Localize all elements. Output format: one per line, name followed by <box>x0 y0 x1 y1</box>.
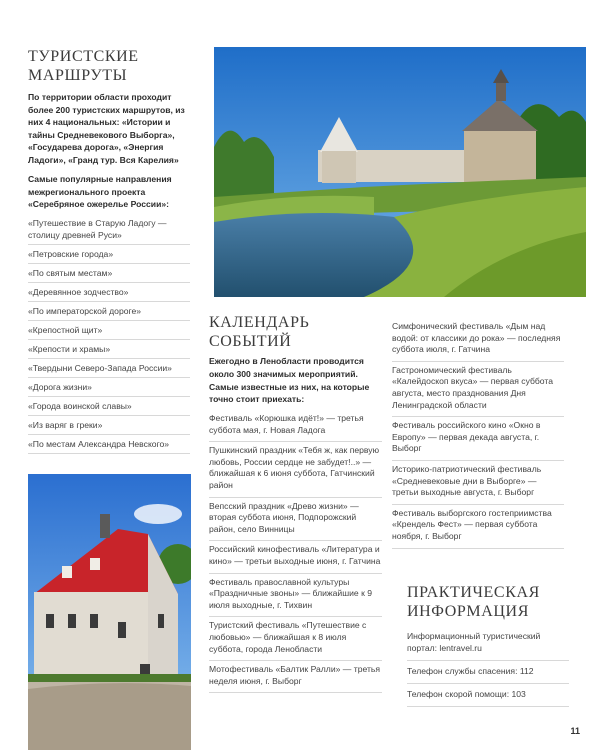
practical-info-row: Телефон скорой помощи: 103 <box>407 684 569 707</box>
event-item: Симфонический фестиваль «Дым над водой: от классики до рока» — последняя суббота июля, г. Гатчина <box>392 321 564 362</box>
routes-intro: По территории области проходит более 200 туристских маршрутов, из них 4 национальных: «Истории и тайны Средневекового Выборга», «Государева дорога», «Энергия Ладоги», «Гранд тур. Вся Карелия» <box>28 92 185 165</box>
events-heading: КАЛЕНДАРЬ СОБЫТИЙ <box>209 314 310 350</box>
events-intro: Ежегодно в Ленобласти проводится около 300 значимых мероприятий. Самые известные из них, на которые точно стоит приехать: <box>209 356 370 405</box>
route-item: «Твердыни Северо-Запада России» <box>28 359 190 378</box>
fortress-photo <box>214 47 586 297</box>
house-photo <box>28 474 191 750</box>
route-item: «Путешествие в Старую Ладогу — столицу древней Руси» <box>28 214 190 245</box>
events-left-list <box>209 413 382 693</box>
staraya-ladoga-fortress-image <box>214 47 586 297</box>
practical-info-row: Телефон службы спасения: 112 <box>407 661 569 684</box>
page-number: 11 <box>570 726 580 736</box>
event-item: Фестиваль «Корюшка идёт!» — третья суббота мая, г. Новая Ладога <box>209 413 382 442</box>
event-item: Историко-патриотический фестиваль «Средневековые дни в Выборге» — третьи выходные августа, г. Выборг <box>392 461 564 505</box>
event-item: Фестиваль российского кино «Окно в Европу» — первая декада августа, г. Выборг <box>392 417 564 461</box>
routes-subheading: Самые популярные направления межрегионального проекта «Серебряное ожерелье России»: <box>28 174 172 210</box>
route-item: «Дорога жизни» <box>28 378 190 397</box>
route-item: «По местам Александра Невского» <box>28 435 190 454</box>
event-item: Вепсский праздник «Древо жизни» — вторая суббота июня, Подпорожский район, село Винницы <box>209 498 382 542</box>
event-item: Фестиваль православной культуры «Праздничные звоны» — ближайшие к 9 июля выходные, г. Тихвин <box>209 574 382 618</box>
routes-heading: ТУРИСТСКИЕ МАРШРУТЫ <box>28 48 139 84</box>
event-item: Пушкинский праздник «Тебя ж, как первую любовь, России сердце не забудет!..» — ближайшая к 6 июня суббота, Гатчинский район <box>209 442 382 497</box>
event-item: Российский кинофестиваль «Литература и кино» — третьи выходные июня, г. Гатчина <box>209 541 382 573</box>
event-item: Фестиваль выборгского гостеприимства «Крендель Фест» — первая суббота ноября, г. Выборг <box>392 505 564 549</box>
event-item: Гастрономический фестиваль «Калейдоскоп вкуса» — первая суббота августа, место празднования Дня Ленинградской области <box>392 362 564 417</box>
practical-info-list <box>407 626 569 707</box>
route-item: «Города воинской славы» <box>28 397 190 416</box>
route-item: «По святым местам» <box>28 264 190 283</box>
route-item: «Из варяг в греки» <box>28 416 190 435</box>
event-item: Туристский фестиваль «Путешествие с любовью» — ближайшая к 8 июля суббота, города Ленобласти <box>209 617 382 661</box>
events-right-list <box>392 321 564 549</box>
route-item: «Крепостной щит» <box>28 321 190 340</box>
route-item: «Крепости и храмы» <box>28 340 190 359</box>
practical-info-row: Информационный туристический портал: lentravel.ru <box>407 626 569 661</box>
route-item: «Деревянное зодчество» <box>28 283 190 302</box>
vyborg-house-image <box>28 474 191 750</box>
route-item: «Петровские города» <box>28 245 190 264</box>
routes-list <box>28 214 190 454</box>
event-item: Мотофестиваль «Балтик Ралли» — третья неделя июня, г. Выборг <box>209 661 382 693</box>
practical-heading: ПРАКТИЧЕСКАЯ ИНФОРМАЦИЯ <box>407 584 540 620</box>
route-item: «По императорской дороге» <box>28 302 190 321</box>
